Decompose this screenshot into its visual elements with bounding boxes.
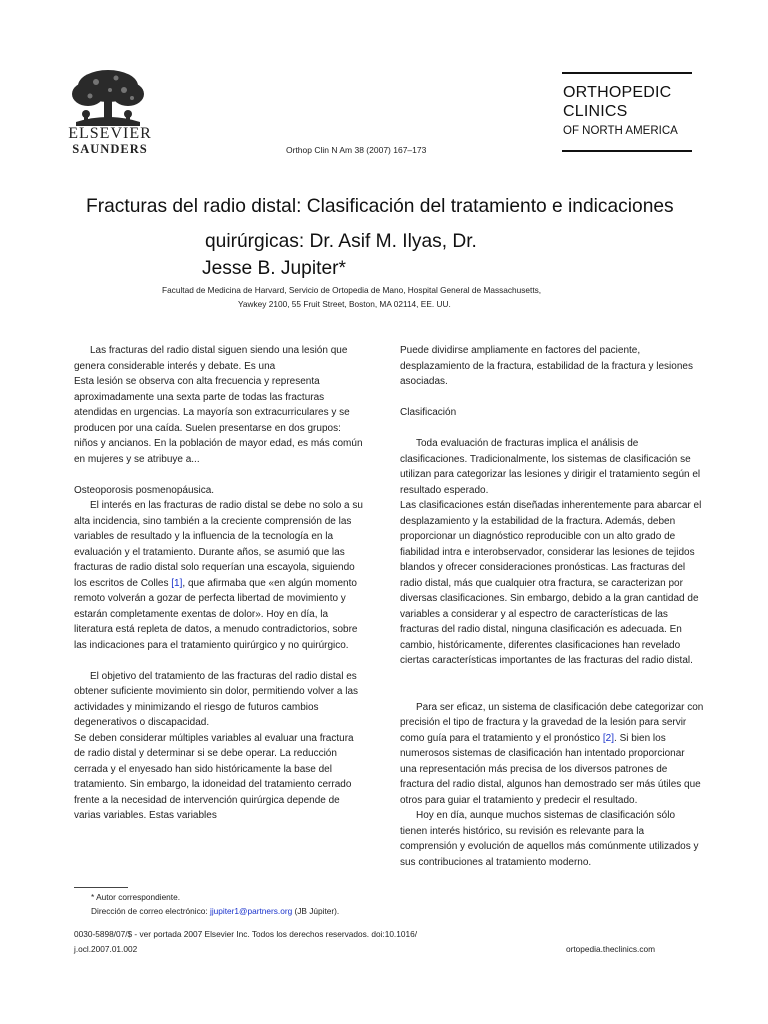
left-column — [74, 343, 366, 824]
article-title-line1: Fracturas del radio distal: Clasificación del tratamiento e indicaciones — [86, 196, 674, 217]
affiliation-line1: Facultad de Medicina de Harvard, Servicio de Ortopedia de Mano, Hospital General de Massachusetts, — [162, 285, 542, 295]
elsevier-tree-logo — [66, 68, 150, 128]
masthead-rule-bottom — [562, 150, 692, 152]
paragraph: Esta lesión se observa con alta frecuencia y representa aproximadamente una sexta parte de todas las fracturas atendidas en urgencias. La mayoría son extracurriculares y se producen por una caída. Suelen presentarse en dos grupos: niños y ancianos. En la población de mayor edad, es más común en mujeres y se atribuye a... — [74, 376, 363, 465]
copyright-line2: j.ocl.2007.01.002 — [74, 944, 138, 954]
journal-masthead-line1: ORTHOPEDIC — [563, 84, 672, 101]
paragraph-text: , que afirmaba que «en algún momento remoto volverán a gozar de perfecta libertad de movimiento y estarán completamente exentas de dolor». Hoy en día, la literatura está repleta de datos, a menudo contradictorios, sobre las indicaciones para el tratamiento quirúrgico y no quirúrgico. — [74, 577, 358, 651]
paragraph: El objetivo del tratamiento de las fracturas del radio distal es obtener suficiente movimiento sin dolor, permitiendo volver a las actividades y minimizando el riesgo de futuros cambios degenerativos o discapacidad. — [74, 670, 359, 728]
copyright-line1: 0030-5898/07/$ - ver portada 2007 Elsevier Inc. Todos los derechos reservados. doi:10.1016/ — [74, 929, 418, 939]
footnote-rule — [74, 887, 128, 888]
publisher-imprint: SAUNDERS — [72, 142, 148, 156]
reference-link-2[interactable]: [2] — [602, 732, 615, 744]
paragraph: Se deben considerar múltiples variables al evaluar una fractura de radio distal y determinar si se debe operar. La reducción cerrada y el enyesado han sido históricamente la base del tratamiento. Sin embargo, la idoneidad del tratamiento cerrado frente a la necesidad de intervención quirúrgica depende de varias variables. Estas variables — [74, 732, 354, 821]
publisher-name: ELSEVIER — [68, 125, 152, 142]
footnote-email-suffix: (JB Júpiter). — [294, 906, 340, 916]
journal-masthead-line2: CLINICS — [563, 103, 628, 120]
journal-url[interactable]: ortopedia.theclinics.com — [566, 944, 656, 954]
paragraph: Las fracturas del radio distal siguen siendo una lesión que genera considerable interés y debate. Es una — [74, 345, 348, 372]
masthead-rule-top — [562, 72, 692, 74]
journal-citation: Orthop Clin N Am 38 (2007) 167–173 — [286, 145, 427, 155]
paragraph: Puede dividirse ampliamente en factores del paciente, desplazamiento de la fractura, estabilidad de la fractura y lesiones asociadas. — [400, 345, 693, 387]
article-title-line3: Jesse B. Jupiter* — [202, 258, 346, 279]
footnote-corresponding: * Autor correspondiente. — [91, 892, 181, 902]
affiliation-line2: Yawkey 2100, 55 Fruit Street, Boston, MA 02114, EE. UU. — [238, 299, 451, 309]
paragraph: Hoy en día, aunque muchos sistemas de clasificación sólo tienen interés histórico, su revisión es relevante para la comprensión y evolución de aquellos más comúnmente utilizados y sus contribuciones al tratamiento moderno. — [400, 810, 699, 868]
paragraph-text: . Si bien los numerosos sistemas de clasificación han intentado proporcionar una representación más precisa de los diversos patrones de fractura del radio distal, algunos han demostrado ser más útiles que otros para guiar el tratamiento y predecir el resultado. — [400, 732, 701, 806]
footnote-email-line — [91, 906, 339, 916]
footnote-email-label: Dirección de correo electrónico: — [91, 906, 208, 916]
section-heading: Clasificación — [400, 407, 457, 418]
paragraph — [74, 498, 366, 653]
paragraph: Las clasificaciones están diseñadas inherentemente para abarcar el desplazamiento y la estabilidad de la fractura. Además, deben proporcionar un diagnóstico reproducible con un alto grado de fiabilidad intra e interobservador, considerar las lesiones de tejidos blandos y ofrecer consideraciones pronósticas. Las fracturas del radio distal, más que cualquier otra fractura, se caracterizan por diversas clasificaciones. Sin embargo, debido a la gran cantidad de variables a considerar y al espectro de características de las fracturas del radio distal, ninguna clasificación es adecuada. En cambio, históricamente, diferentes clasificaciones han revelado ciertas características importantes de las fracturas del radio distal. — [400, 500, 702, 666]
paragraph — [400, 700, 704, 809]
paragraph: Osteoporosis posmenopáusica. — [74, 484, 215, 496]
right-column — [400, 343, 704, 870]
journal-masthead-line3: OF NORTH AMERICA — [563, 125, 678, 137]
paragraph-text: El interés en las fracturas de radio distal se debe no solo a su alta incidencia, sino también a la creciente comprensión de las variables de resultado y la influencia de la tecnología en la evaluación y el tratamiento. Durante años, se asumió que las fracturas de radio distal solo requerían una escayola, siguiendo los escritos de Colles — [74, 500, 363, 589]
article-title-line2: quirúrgicas: Dr. Asif M. Ilyas, Dr. — [205, 231, 477, 252]
paragraph: Toda evaluación de fracturas implica el análisis de clasificaciones. Tradicionalmente, los sistemas de clasificación se utilizan para categorizar las lesiones y dirigir el tratamiento según el resultado esperado. — [400, 438, 701, 496]
reference-link-1[interactable]: [1] — [171, 577, 183, 589]
email-link[interactable]: jjupiter1@partners.org — [209, 906, 293, 916]
paragraph-text: Para ser eficaz, un sistema de clasificación debe categorizar con precisión el tipo de fractura y la gravedad de la lesión para servir como guía para el tratamiento y el pronóstico — [400, 701, 704, 744]
